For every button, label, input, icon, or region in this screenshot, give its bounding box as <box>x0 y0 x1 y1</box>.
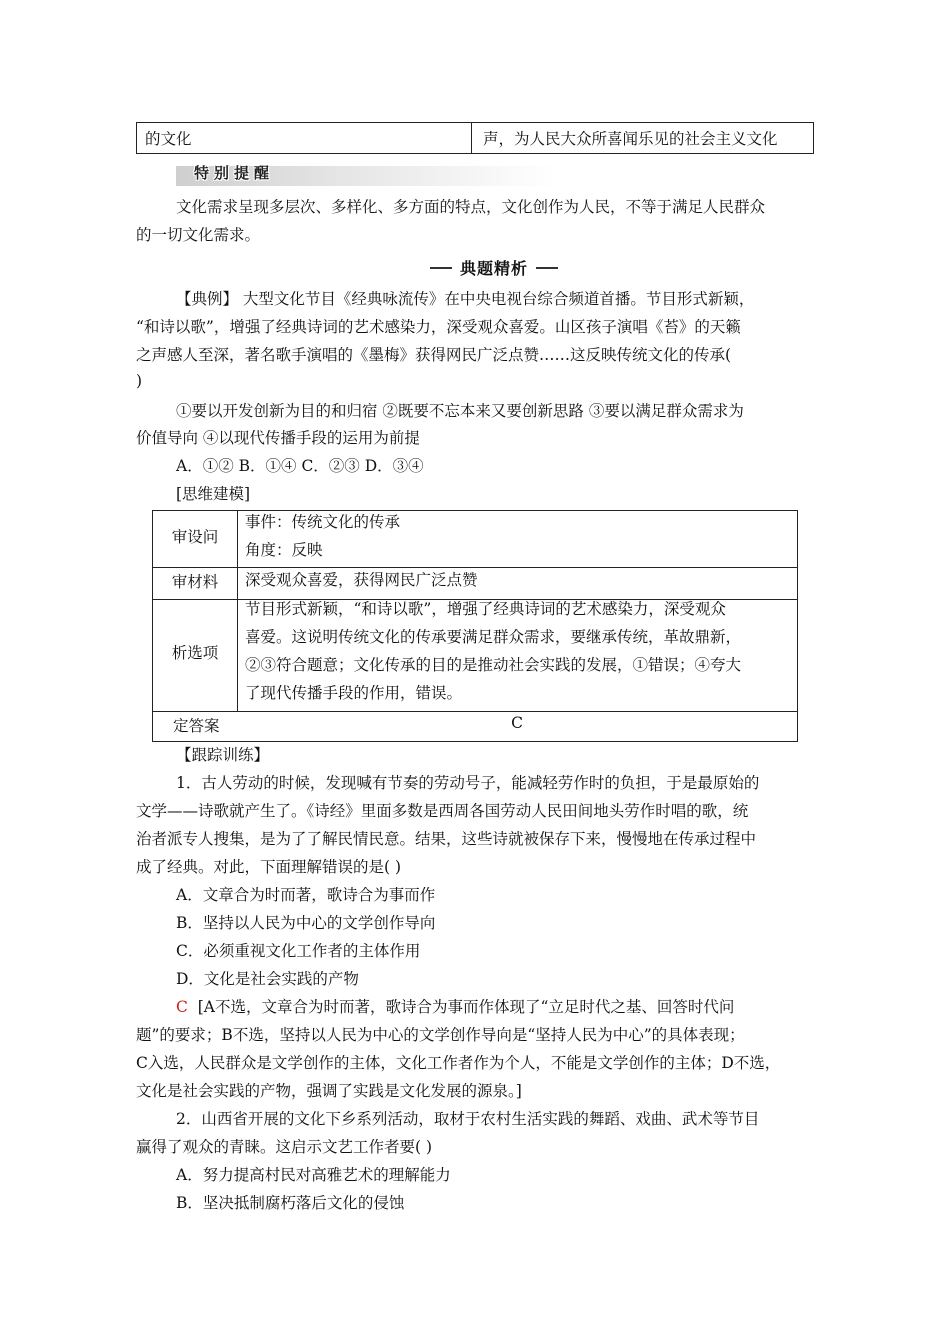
table-vline <box>237 511 238 711</box>
special-reminder-banner <box>176 160 556 186</box>
row-text: 角度：反映 <box>245 541 323 559</box>
statement-line-1: ①要以开发创新为目的和归宿 ②既要不忘本来又要创新思路 ③要以满足群众需求为 <box>176 402 744 420</box>
q1-explanation-line-4: 文化是社会实践的产物，强调了实践是文化发展的源泉。] <box>136 1082 522 1100</box>
row-text: 深受观众喜爱，获得网民广泛点赞 <box>245 571 478 589</box>
q1-line-2: 文学——诗歌就产生了。《诗经》里面多数是西周各国劳动人民田间地头劳作时唱的歌，统 <box>136 802 749 820</box>
example-line-4: ) <box>136 372 143 390</box>
table-hline <box>153 567 797 568</box>
row-label-question: 审设问 <box>171 528 219 546</box>
row-answer: C <box>511 714 523 732</box>
row-text: 喜爱。这说明传统文化的传承要满足群众需求，要继承传统，革故鼎新， <box>245 628 742 646</box>
q2-line-2: 赢得了观众的青睐。这启示文艺工作者要( ) <box>136 1138 433 1156</box>
q1-explanation-text: [A不选，文章合为时而著，歌诗合为事而作体现了“立足时代之基、回答时代问 <box>197 998 735 1016</box>
section-title: 典题精析 <box>459 259 528 278</box>
thinking-model-table <box>152 510 798 742</box>
table-divider <box>471 123 472 153</box>
row-label-material: 审材料 <box>171 573 219 591</box>
header-rule-left <box>430 267 452 269</box>
table-hline <box>153 711 797 712</box>
q1-line-3: 治者派专人搜集，是为了了解民情民意。结果，这些诗就被保存下来，慢慢地在传承过程中 <box>136 830 757 848</box>
model-label: [思维建模] <box>176 485 251 503</box>
example-options: A．①② B．①④ C．②③ D．③④ <box>176 457 424 475</box>
q2-line-1: 2．山西省开展的文化下乡系列活动，取材于农村生活实践的舞蹈、戏曲、武术等节目 <box>176 1110 760 1128</box>
q1-explanation-line-1 <box>176 997 734 1017</box>
reminder-line-1: 文化需求呈现多层次、多样化、多方面的特点，文化创作为人民，不等于满足人民群众 <box>176 198 766 216</box>
banner-label: 特别提醒 <box>194 164 275 182</box>
example-line-2: “和诗以歌”，增强了经典诗词的艺术感染力，深受观众喜爱。山区孩子演唱《苔》的天籁 <box>136 318 741 336</box>
q2-option-a: A．努力提高村民对高雅艺术的理解能力 <box>176 1166 451 1184</box>
q1-option-a: A．文章合为时而著，歌诗合为事而作 <box>176 886 436 904</box>
section-header <box>430 256 558 278</box>
q1-line-4: 成了经典。对此，下面理解错误的是( ) <box>136 858 402 876</box>
row-label-options: 析选项 <box>171 644 219 662</box>
row-text: 了现代传播手段的作用，错误。 <box>245 684 463 702</box>
example-line-3: 之声感人至深，著名歌手演唱的《墨梅》获得网民广泛点赞……这反映传统文化的传承( <box>136 346 732 364</box>
table-cell-left: 的文化 <box>145 130 192 148</box>
q1-line-1: 1．古人劳动的时候，发现喊有节奏的劳动号子，能减轻劳作时的负担，于是最原始的 <box>176 774 760 792</box>
table-cell-right: 声，为人民大众所喜闻乐见的社会主义文化 <box>483 130 778 148</box>
statement-line-2: 价值导向 ④以现代传播手段的运用为前提 <box>136 429 420 447</box>
q1-option-b: B．坚持以人民为中心的文学创作导向 <box>176 914 436 932</box>
row-text: 事件：传统文化的传承 <box>245 513 401 531</box>
continued-table <box>136 122 814 154</box>
q2-option-b: B．坚决抵制腐朽落后文化的侵蚀 <box>176 1194 405 1212</box>
q1-explanation-line-3: C入选，人民群众是文学创作的主体，文化工作者作为个人，不能是文学创作的主体；D不选， <box>136 1054 781 1072</box>
q1-explanation-line-2: 题”的要求；B不选，坚持以人民为中心的文学创作导向是“坚持人民为中心”的具体表现； <box>136 1026 745 1044</box>
row-text: 节目形式新颖，“和诗以歌”，增强了经典诗词的艺术感染力，深受观众 <box>245 600 726 618</box>
example-line-1: 【典例】 大型文化节目《经典咏流传》在中央电视台综合频道首播。节目形式新颖， <box>176 290 755 308</box>
training-header: 【跟踪训练】 <box>176 746 270 764</box>
reminder-line-2: 的一切文化需求。 <box>136 226 261 244</box>
q1-option-c: C．必须重视文化工作者的主体作用 <box>176 942 421 960</box>
q1-option-d: D．文化是社会实践的产物 <box>176 970 359 988</box>
row-text: ②③符合题意；文化传承的目的是推动社会实践的发展，①错误；④夸大 <box>245 656 742 674</box>
header-rule-right <box>536 267 558 269</box>
row-label-answer: 定答案 <box>173 717 220 735</box>
q1-answer-letter: C <box>176 998 188 1016</box>
